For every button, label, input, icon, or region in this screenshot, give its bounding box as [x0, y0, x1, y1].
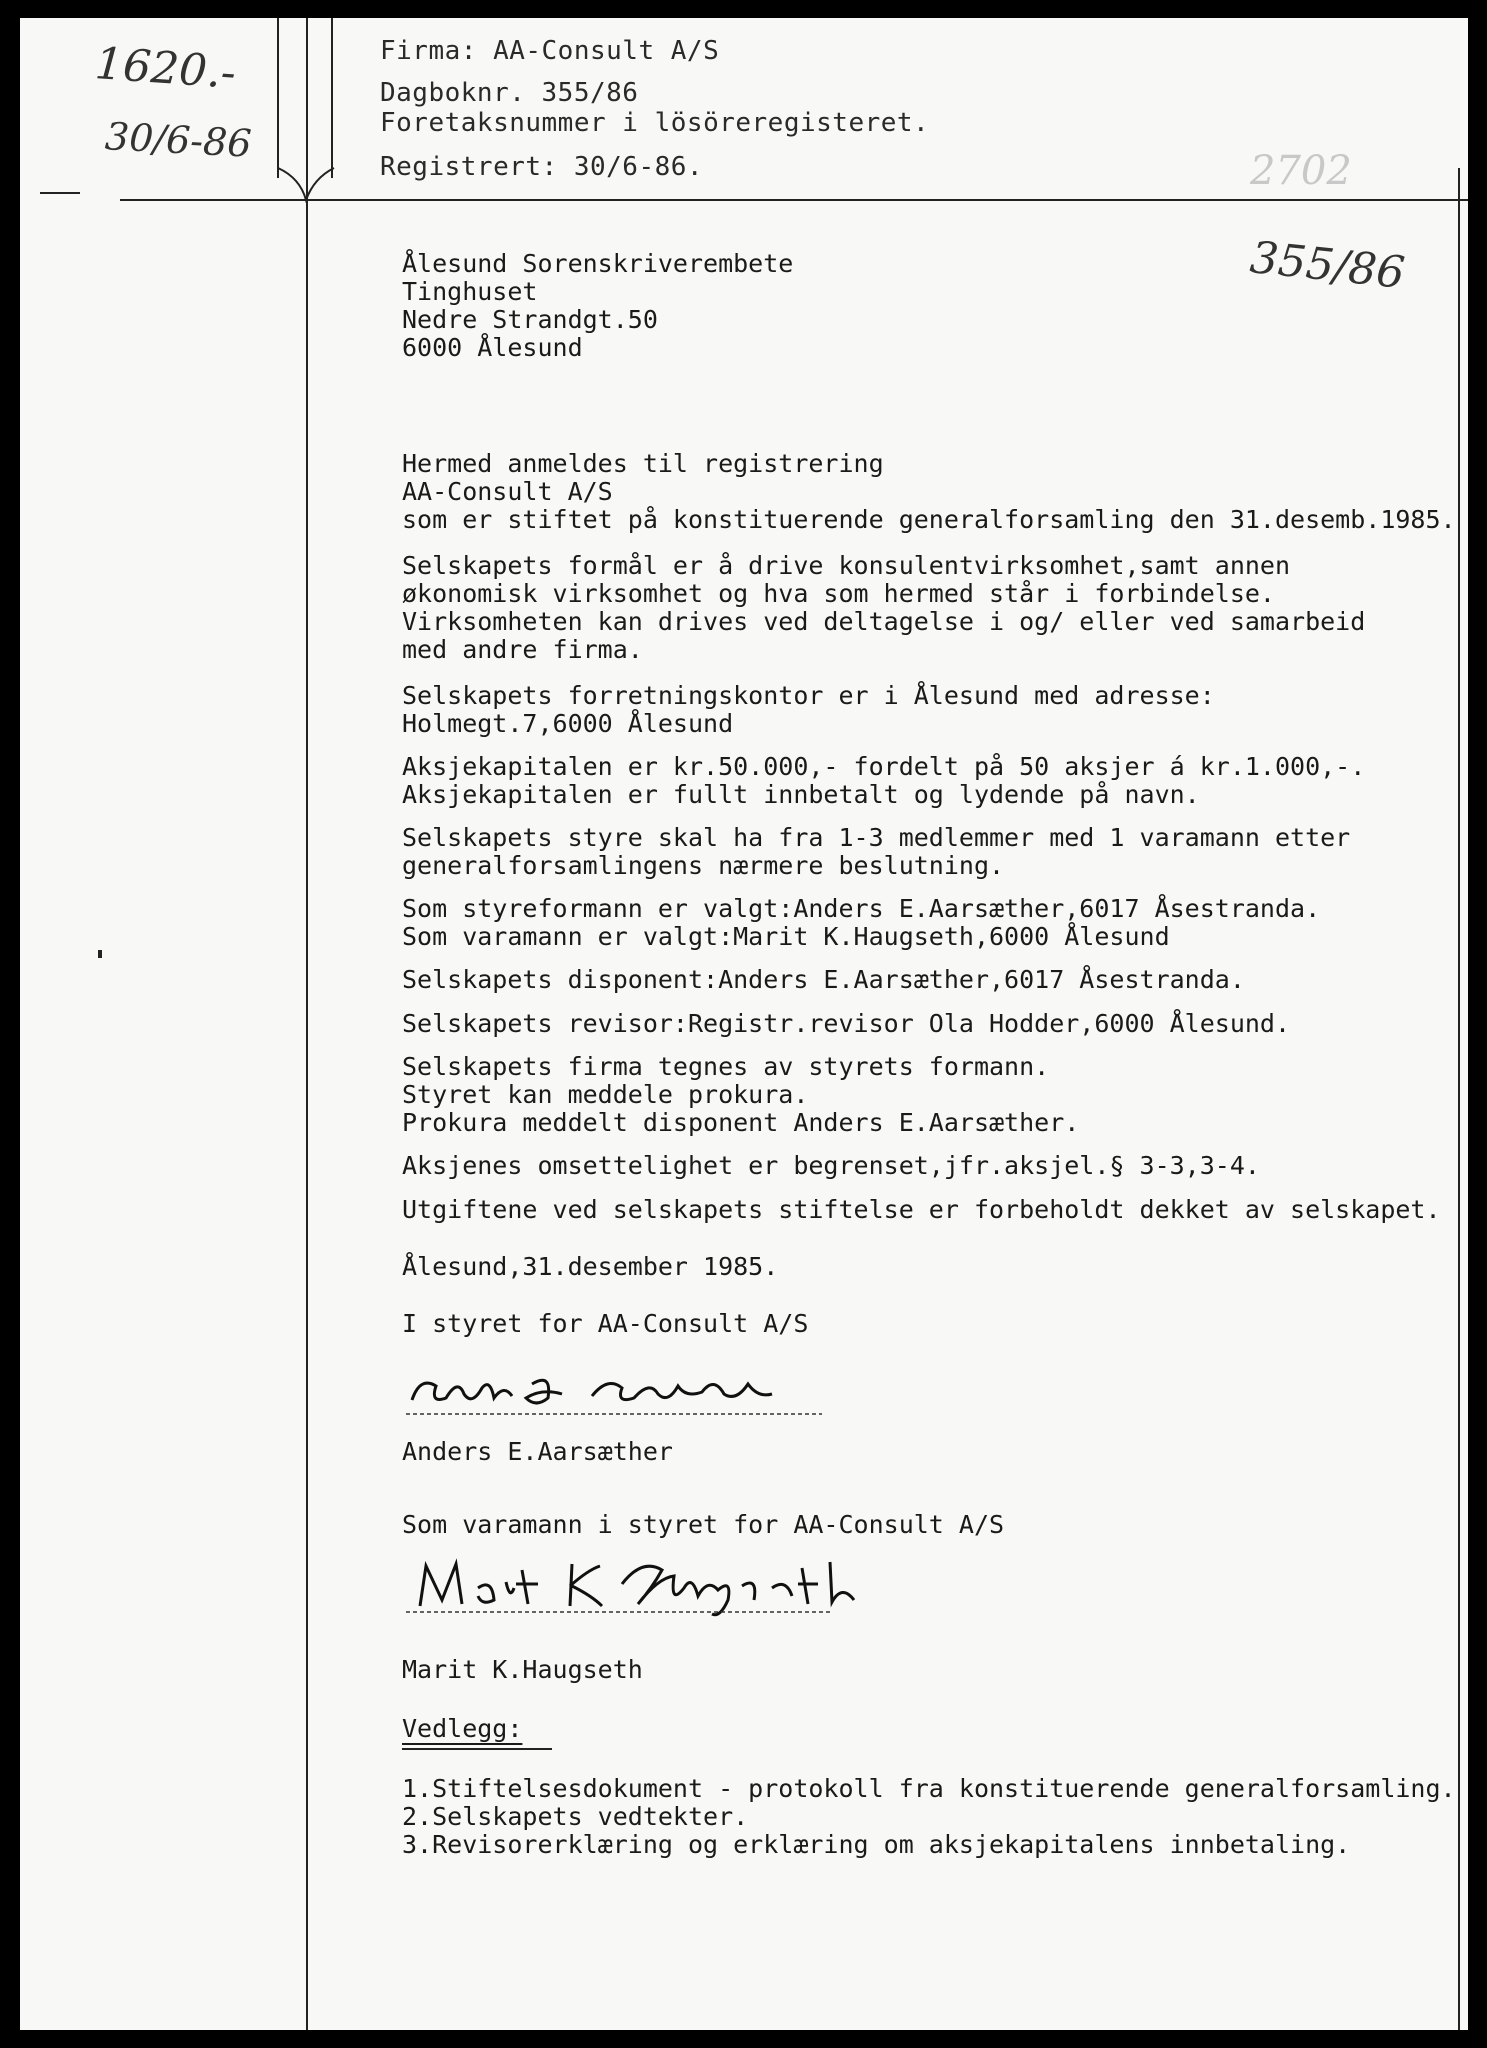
office-paragraph [402, 682, 1215, 738]
margin-note-date: 30/6-86 [103, 114, 253, 166]
revisor-line: Selskapets revisor:Registr.revisor Ola Hodder,6000 Ålesund. [402, 1009, 1291, 1038]
left-margin-tick [40, 192, 80, 194]
text-line: Aksjekapitalen er fullt innbetalt og lydende på navn. [402, 780, 1200, 809]
margin-vertical-rule [306, 18, 308, 2030]
right-margin-rule [1458, 168, 1460, 2030]
place-date-line: Ålesund,31.desember 1985. [402, 1252, 779, 1281]
text-line: Selskapets formål er å drive konsulentvirksomhet,samt annen [402, 551, 1291, 580]
signature-anders [402, 1358, 832, 1428]
attachment-item: 2.Selskapets vedtekter. [402, 1802, 749, 1831]
disponent-line: Selskapets disponent:Anders E.Aarsæther,6017 Åsestranda. [402, 965, 1245, 994]
text-line: AA-Consult A/S [402, 477, 613, 506]
text-line: med andre firma. [402, 635, 643, 664]
chair-paragraph [402, 895, 1320, 951]
header-registrert: Registrert: 30/6-86. [380, 152, 704, 182]
text-line: Virksomheten kan drives ved deltagelse i og/ eller ved samarbeid [402, 607, 1366, 636]
text-line: Styret kan meddele prokura. [402, 1080, 809, 1109]
document-page [20, 18, 1468, 2030]
attachments-title: Vedlegg: [402, 1714, 523, 1743]
text-line: generalforsamlingens nærmere beslutning. [402, 851, 1005, 880]
signature-marit [402, 1548, 902, 1628]
journal-reference-note: 355/86 [1247, 232, 1408, 299]
text-line: Holmegt.7,6000 Ålesund [402, 709, 734, 738]
address-line: Ålesund Sorenskriverembete [402, 249, 794, 278]
capital-paragraph [402, 753, 1365, 809]
text-line: Aksjekapitalen er kr.50.000,- fordelt på 50 aksjer á kr.1.000,-. [402, 752, 1366, 781]
signing-paragraph [402, 1053, 1079, 1137]
header-foretaksnummer: Foretaksnummer i lösöreregisteret. [380, 108, 930, 138]
text-line: Selskapets firma tegnes av styrets formann. [402, 1052, 1050, 1081]
text-line: Prokura meddelt disponent Anders E.Aarsæther. [402, 1108, 1080, 1137]
text-line: som er stiftet på konstituerende generalforsamling den 31.desemb.1985. [402, 505, 1456, 534]
address-line: Nedre Strandgt.50 [402, 305, 658, 334]
stray-mark [98, 950, 102, 958]
text-line: Selskapets forretningskontor er i Ålesund med adresse: [402, 681, 1215, 710]
address-block [402, 250, 793, 362]
board-paragraph [402, 824, 1350, 880]
text-line: Selskapets styre skal ha fra 1-3 medlemmer med 1 varamann etter [402, 823, 1351, 852]
header-dagboknr: Dagboknr. 355/86 [380, 78, 639, 108]
text-line: Hermed anmeldes til registrering [402, 449, 884, 478]
board-for-line: I styret for AA-Consult A/S [402, 1309, 809, 1338]
text-line: Som varamann er valgt:Marit K.Haugseth,6000 Ålesund [402, 922, 1170, 951]
purpose-paragraph [402, 552, 1365, 664]
intro-paragraph [402, 450, 1456, 534]
deputy-for-line: Som varamann i styret for AA-Consult A/S [402, 1510, 1005, 1539]
attachments-underline [402, 1748, 552, 1750]
text-line: Som styreformann er valgt:Anders E.Aarsæther,6017 Åsestranda. [402, 894, 1321, 923]
signer2-name: Marit K.Haugseth [402, 1655, 643, 1684]
costs-line: Utgiftene ved selskapets stiftelse er forbeholdt dekket av selskapet. [402, 1195, 1441, 1224]
shares-line: Aksjenes omsettelighet er begrenset,jfr.aksjel.§ 3-3,3-4. [402, 1151, 1260, 1180]
attachment-item: 3.Revisorerklæring og erklæring om aksjekapitalens innbetaling. [402, 1830, 1351, 1859]
header-firma: Firma: AA-Consult A/S [380, 36, 720, 66]
attachment-item: 1.Stiftelsesdokument - protokoll fra konstituerende generalforsamling. [402, 1774, 1456, 1803]
address-line: 6000 Ålesund [402, 333, 583, 362]
top-right-note: 2702 [1250, 148, 1352, 194]
address-line: Tinghuset [402, 277, 538, 306]
signer1-name: Anders E.Aarsæther [402, 1437, 673, 1466]
attachments-list [402, 1775, 1456, 1859]
margin-chevron [270, 138, 340, 208]
margin-note-fee: 1620.- [93, 38, 238, 99]
text-line: økonomisk virksomhet og hva som hermed står i forbindelse. [402, 579, 1275, 608]
